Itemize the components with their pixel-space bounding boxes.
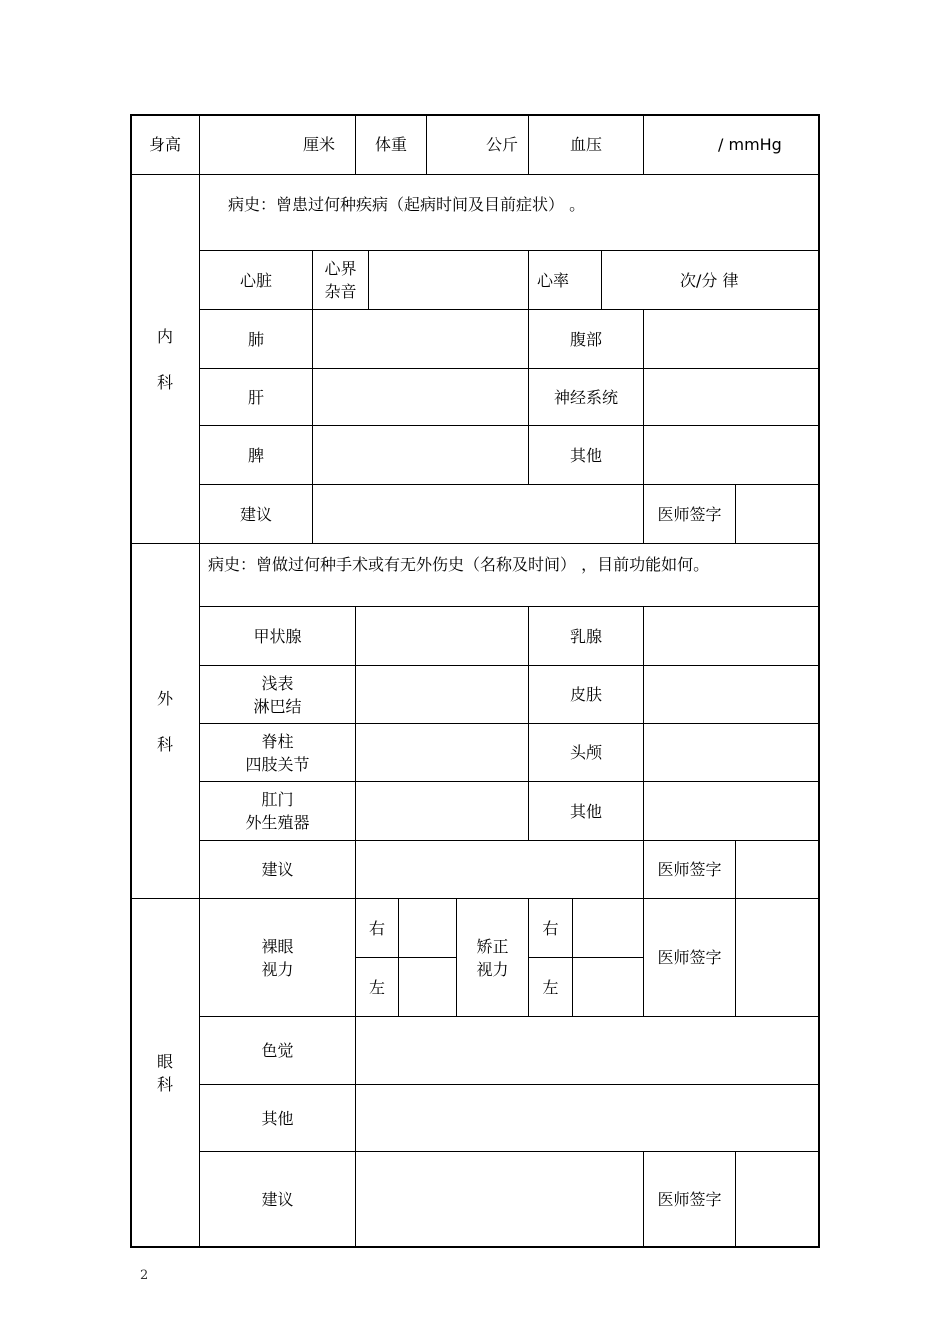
- height-unit: 厘米: [302, 135, 335, 154]
- weight-label: 体重: [374, 135, 407, 154]
- eye-other-label: 其他: [261, 1108, 294, 1128]
- naked-vision-label: 裸眼 视力: [261, 936, 294, 979]
- skin-label: 皮肤: [569, 685, 602, 704]
- spleen-label: 脾: [247, 445, 264, 465]
- liver-label: 肝: [247, 387, 264, 407]
- surgery-other-label: 其他: [569, 801, 602, 821]
- weight-unit: 公斤: [485, 135, 518, 154]
- divider: [643, 114, 644, 174]
- abdomen-label: 腹部: [569, 329, 602, 349]
- naked-vision-right-label: 右: [368, 918, 385, 938]
- eye-advice-label: 建议: [261, 1189, 294, 1209]
- table-border-bottom: [130, 1246, 820, 1248]
- lung-label: 肺: [247, 329, 264, 349]
- lymph-node-label: 浅表 淋巴结: [253, 673, 302, 716]
- breast-label: 乳腺: [569, 626, 602, 646]
- divider: [572, 898, 573, 1016]
- divider: [735, 484, 736, 543]
- divider: [131, 543, 819, 544]
- height-label: 身高: [148, 135, 181, 154]
- divider: [368, 250, 369, 309]
- divider: [735, 898, 736, 1016]
- spine-limbs-label: 脊柱 四肢关节: [245, 731, 310, 774]
- eye-doctor-sign-label: 医师签字: [657, 948, 722, 967]
- surgery-advice-label: 建议: [261, 860, 294, 879]
- section-label-internal: 内 科: [156, 326, 173, 392]
- internal-other-label: 其他: [569, 445, 602, 465]
- color-vision-label: 色觉: [261, 1041, 294, 1060]
- section-label-eye: 眼 科: [156, 1051, 173, 1094]
- table-border-right: [818, 114, 820, 1248]
- naked-vision-left-label: 左: [368, 977, 385, 997]
- eye-doctor-sign-label-2: 医师签字: [657, 1189, 722, 1209]
- blood-pressure-label: 血压: [569, 135, 602, 154]
- thyroid-label: 甲状腺: [253, 626, 302, 646]
- page-number: 2: [140, 1268, 149, 1283]
- head-neck-label: 头颅: [569, 743, 602, 762]
- divider: [601, 250, 602, 309]
- internal-history: 病史：曾患过何种疾病（起病时间及目前症状） 。: [228, 194, 586, 214]
- blood-pressure-unit: / mmHg: [718, 135, 782, 154]
- surgery-history: 病史：曾做过何种手术或有无外伤史（名称及时间） ，目前功能如何。: [208, 554, 710, 574]
- divider: [131, 174, 819, 175]
- section-label-surgery: 外 科: [156, 688, 173, 754]
- internal-doctor-sign-label: 医师签字: [657, 504, 722, 524]
- divider: [398, 898, 399, 1016]
- heart-rate-label: 心率: [537, 270, 570, 290]
- nervous-system-label: 神经系统: [553, 387, 618, 407]
- heart-border-murmur-label: 心界 杂音: [324, 259, 357, 301]
- anus-genital-label: 肛门 外生殖器: [245, 790, 310, 832]
- divider: [355, 606, 356, 898]
- heart-label: 心脏: [239, 270, 272, 290]
- divider: [735, 1151, 736, 1247]
- internal-advice-label: 建议: [239, 504, 272, 524]
- surgery-doctor-sign-label: 医师签字: [657, 860, 722, 879]
- corrected-vision-left-label: 左: [542, 977, 559, 997]
- heart-rate-unit: 次/分 律: [680, 270, 739, 290]
- corrected-vision-label: 矫正 视力: [476, 936, 509, 979]
- divider: [735, 840, 736, 898]
- corrected-vision-right-label: 右: [542, 918, 559, 938]
